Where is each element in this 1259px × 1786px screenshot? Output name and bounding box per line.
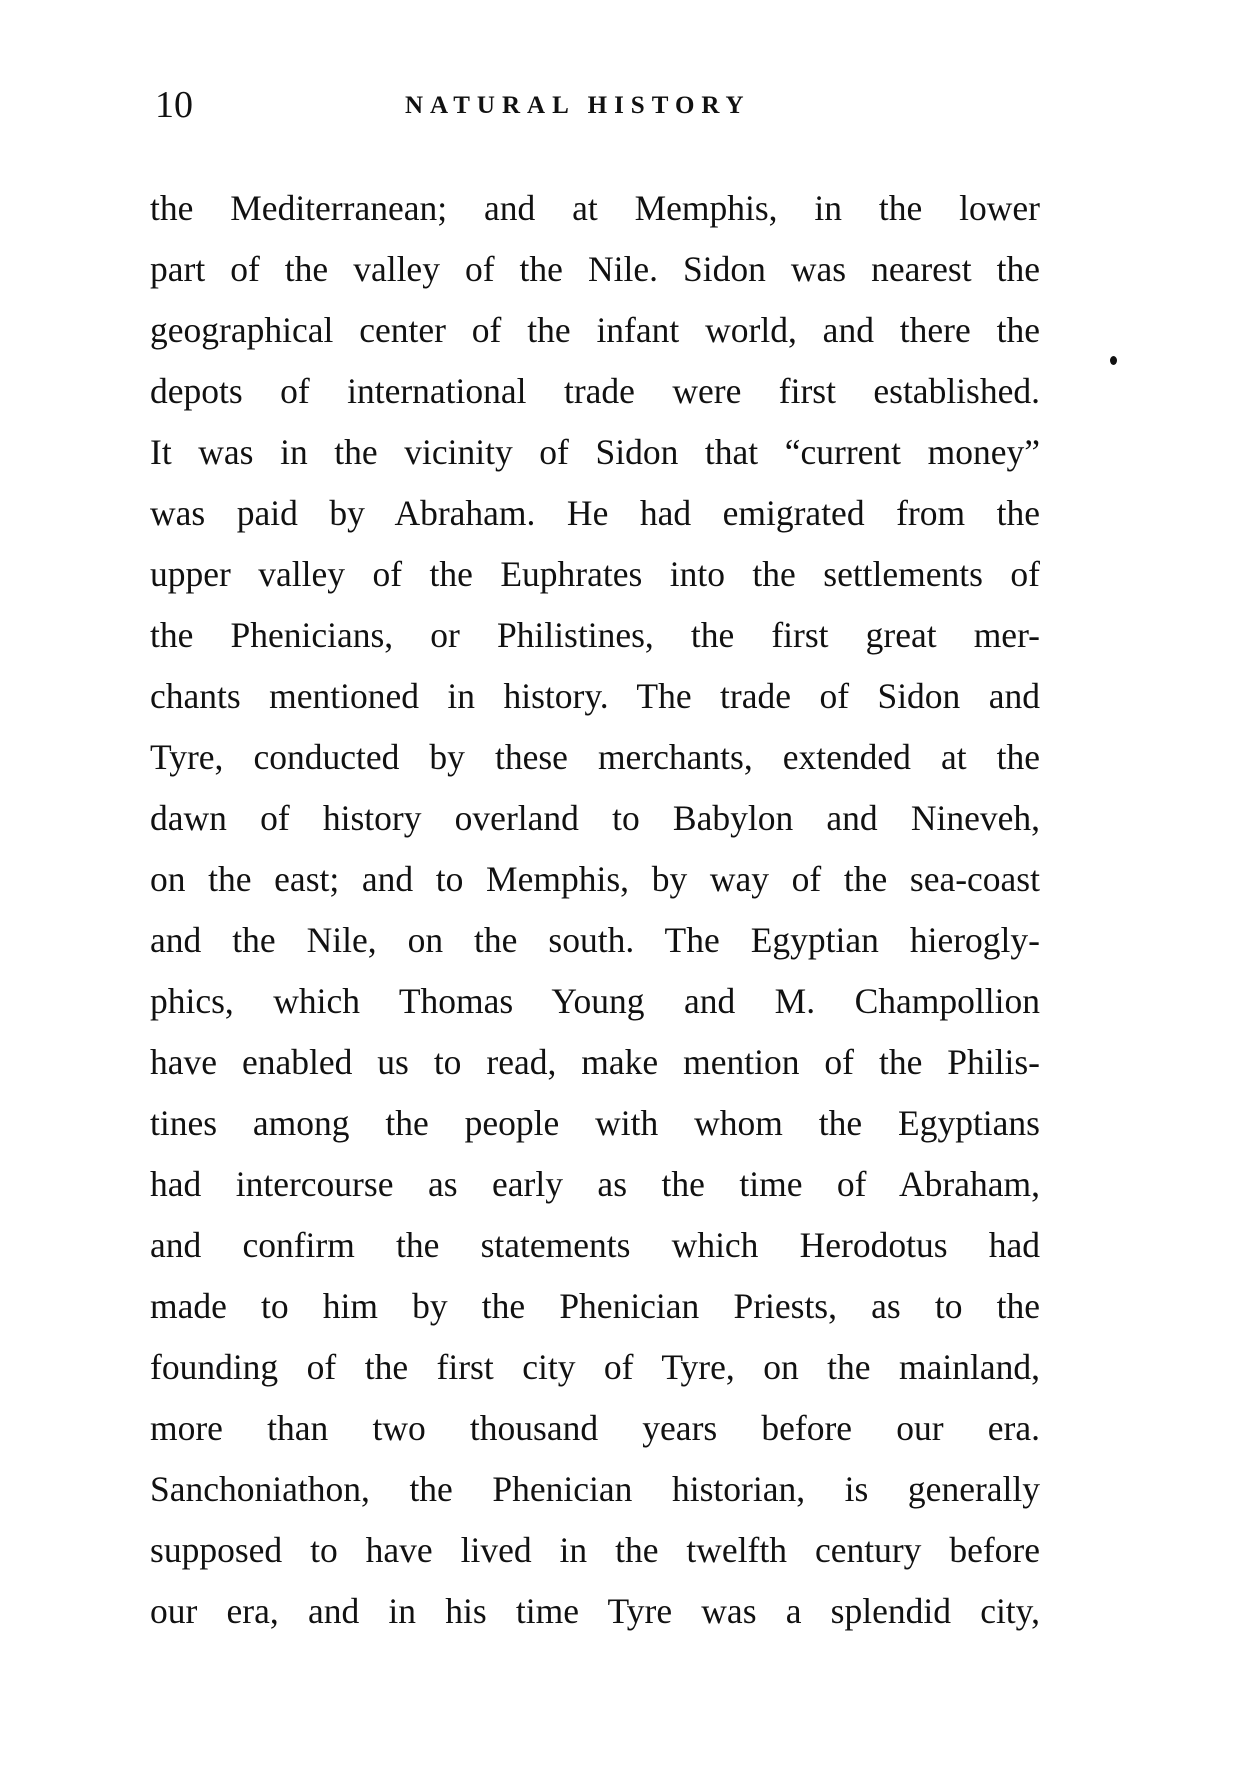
text-line: tines among the people with whom the Egyptians [150,1103,1040,1143]
text-line: had intercourse as early as the time of Abraham, [150,1164,1040,1204]
text-line: phics, which Thomas Young and M. Champollion [150,981,1040,1021]
text-line: our era, and in his time Tyre was a splendid city, [150,1591,1040,1631]
running-head [155,80,1045,130]
text-line: made to him by the Phenician Priests, as to the [150,1286,1040,1326]
text-line: upper valley of the Euphrates into the settlements of [150,554,1040,594]
text-line: and confirm the statements which Herodotus had [150,1225,1040,1265]
text-line: was paid by Abraham. He had emigrated from the [150,493,1040,533]
text-line: more than two thousand years before our era. [150,1408,1040,1448]
ink-speck [1110,356,1117,365]
text-line: founding of the first city of Tyre, on the mainland, [150,1347,1040,1387]
text-line: dawn of history overland to Babylon and Nineveh, [150,798,1040,838]
page-number: 10 [155,84,193,126]
body-text [150,178,1040,1642]
text-line: have enabled us to read, make mention of the Philis- [150,1042,1040,1082]
running-title: NATURAL HISTORY [405,92,751,119]
text-line: Sanchoniathon, the Phenician historian, is generally [150,1469,1040,1509]
text-line: the Phenicians, or Philistines, the first great mer- [150,615,1040,655]
text-line: and the Nile, on the south. The Egyptian hierogly- [150,920,1040,960]
text-line: Tyre, conducted by these merchants, extended at the [150,737,1040,777]
text-line: It was in the vicinity of Sidon that “current money” [150,432,1040,472]
text-line: part of the valley of the Nile. Sidon was nearest the [150,249,1040,289]
text-line: on the east; and to Memphis, by way of the sea-coast [150,859,1040,899]
text-line: supposed to have lived in the twelfth century before [150,1530,1040,1570]
text-line: chants mentioned in history. The trade of Sidon and [150,676,1040,716]
text-line: geographical center of the infant world, and there the [150,310,1040,350]
text-line: depots of international trade were first established. [150,371,1040,411]
text-line: the Mediterranean; and at Memphis, in the lower [150,188,1040,228]
